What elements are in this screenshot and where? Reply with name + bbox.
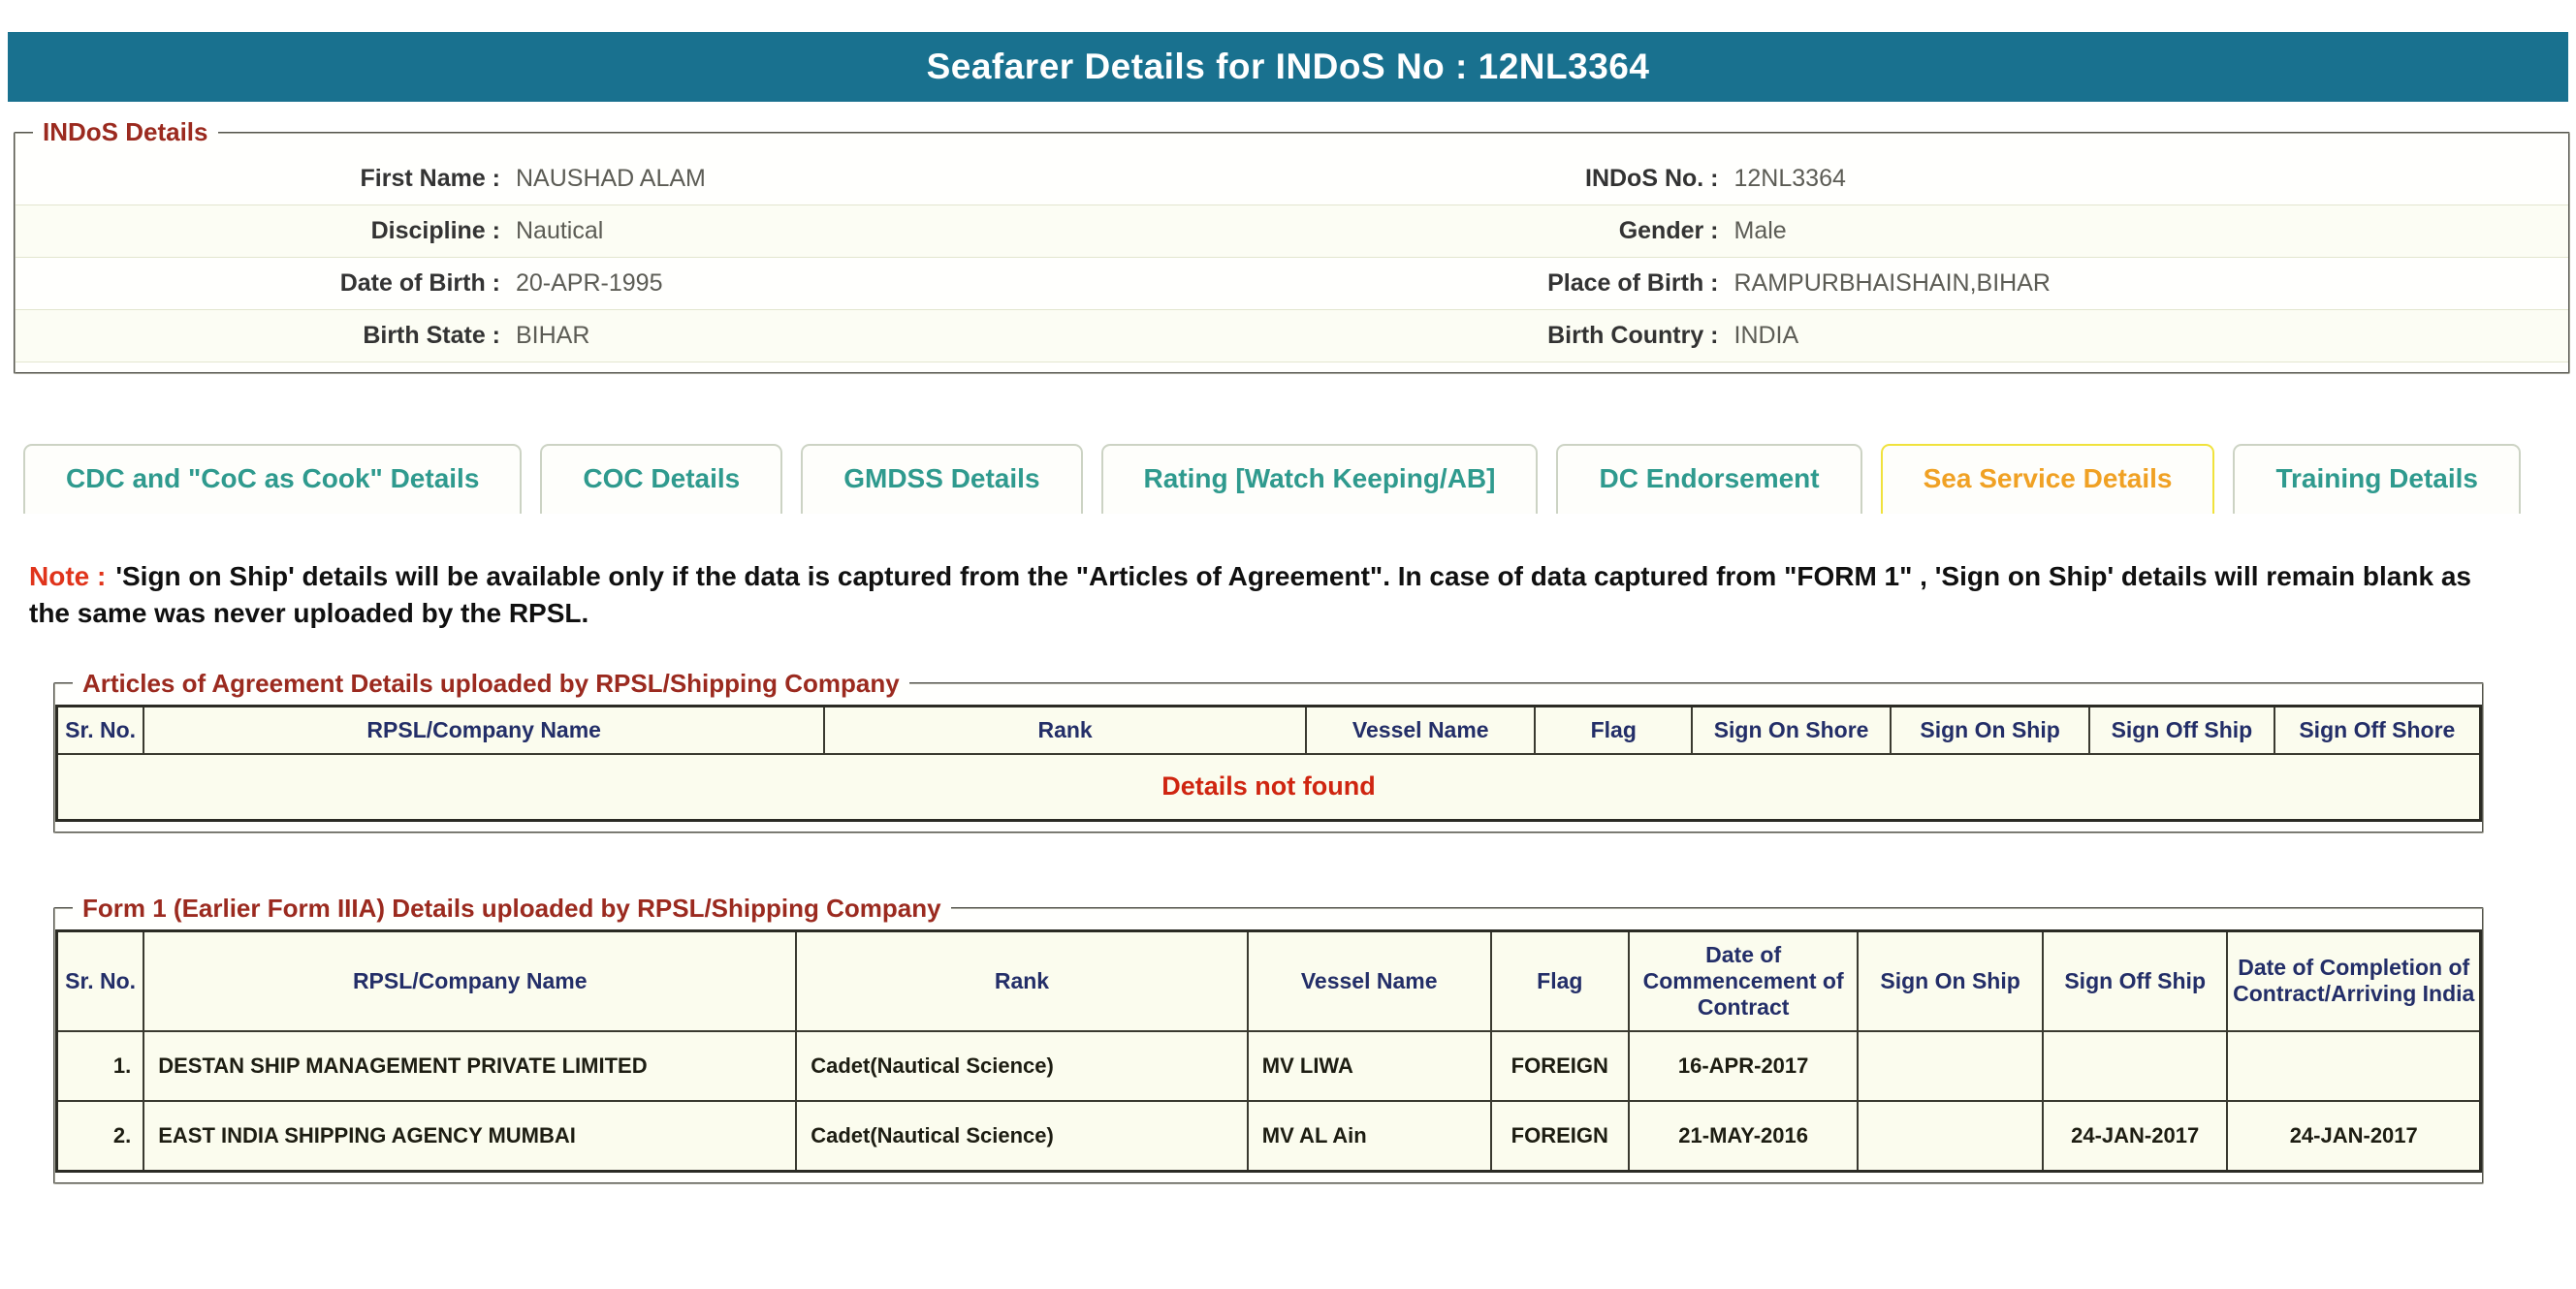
- field-label: Birth Country :: [1547, 322, 1719, 349]
- gender-field: [1292, 217, 2569, 245]
- column-header-rank: Rank: [796, 930, 1248, 1031]
- field-label: Place of Birth :: [1547, 269, 1719, 297]
- articles-of-agreement-section: [53, 669, 2484, 833]
- birth-state-field: [16, 322, 1292, 350]
- seafarer-details-page: [0, 32, 2576, 1289]
- column-header-rank: Rank: [824, 706, 1306, 754]
- detail-row: [16, 153, 2568, 205]
- empty-row: [57, 754, 2481, 821]
- column-header-rpsl-company-name: RPSL/Company Name: [143, 706, 824, 754]
- cell-sign-off-ship: 24-JAN-2017: [2043, 1101, 2228, 1172]
- table-row: [57, 1101, 2481, 1172]
- indos-details-section: [14, 117, 2570, 374]
- tab-training-details[interactable]: Training Details: [2233, 444, 2521, 514]
- cell-sign-on-ship: [1858, 1031, 2043, 1101]
- column-header-sr-no: Sr. No.: [57, 706, 144, 754]
- tab-coc-details[interactable]: COC Details: [540, 444, 782, 514]
- cell-vessel: MV LIWA: [1248, 1031, 1491, 1101]
- header-row: [57, 930, 2481, 1031]
- form1-section: [53, 894, 2484, 1184]
- column-header-sign-off-ship: Sign Off Ship: [2043, 930, 2228, 1031]
- detail-row: [16, 258, 2568, 310]
- cell-vessel: MV AL Ain: [1248, 1101, 1491, 1172]
- cell-rank: Cadet(Nautical Science): [796, 1101, 1248, 1172]
- field-value: RAMPURBHAISHAIN,BIHAR: [1733, 269, 2051, 297]
- tab-dc-endorsement[interactable]: DC Endorsement: [1556, 444, 1861, 514]
- cell-sign-off-ship: [2043, 1031, 2228, 1101]
- date-of-birth-field: [16, 269, 1292, 298]
- tab-cdc-and-coc-as-cook-details[interactable]: CDC and "CoC as Cook" Details: [23, 444, 522, 514]
- column-header-vessel-name: Vessel Name: [1306, 706, 1535, 754]
- column-header-sign-off-ship: Sign Off Ship: [2089, 706, 2274, 754]
- cell-company: DESTAN SHIP MANAGEMENT PRIVATE LIMITED: [143, 1031, 796, 1101]
- cell-sign-on-ship: [1858, 1101, 2043, 1172]
- form1-legend: Form 1 (Earlier Form IIIA) Details uploaded by RPSL/Shipping Company: [82, 893, 941, 923]
- tab-rating-watch-keeping-ab[interactable]: Rating [Watch Keeping/AB]: [1101, 444, 1539, 514]
- articles-legend: Articles of Agreement Details uploaded by RPSL/Shipping Company: [82, 668, 900, 698]
- tab-gmdss-details[interactable]: GMDSS Details: [801, 444, 1082, 514]
- field-value: NAUSHAD ALAM: [516, 165, 706, 192]
- empty-message: Details not found: [57, 754, 2481, 821]
- cell-completion-date: [2227, 1031, 2480, 1101]
- field-value: Male: [1733, 217, 1787, 244]
- field-value: 12NL3364: [1733, 165, 1846, 192]
- form1-table: [55, 929, 2482, 1173]
- discipline-field: [16, 217, 1292, 245]
- indos-details-legend: INDoS Details: [43, 117, 208, 146]
- column-header-sign-on-shore: Sign On Shore: [1692, 706, 1891, 754]
- place-of-birth-field: [1292, 269, 2569, 298]
- field-label: Birth State :: [363, 322, 500, 349]
- birth-country-field: [1292, 322, 2569, 350]
- field-label: Discipline :: [370, 217, 500, 244]
- page-title: Seafarer Details for INDoS No : 12NL3364: [8, 32, 2568, 102]
- field-label: Gender :: [1618, 217, 1719, 244]
- cell-sr-no: 2.: [57, 1101, 144, 1172]
- column-header-flag: Flag: [1491, 930, 1629, 1031]
- field-label: INDoS No. :: [1585, 165, 1719, 192]
- tab-bar: [23, 444, 2557, 514]
- detail-row: [16, 205, 2568, 258]
- detail-row: [16, 310, 2568, 362]
- note: [29, 558, 2501, 632]
- first-name-field: [16, 165, 1292, 193]
- column-header-date-of-commencement: Date of Commencement of Contract: [1629, 930, 1858, 1031]
- cell-commencement-date: 21-MAY-2016: [1629, 1101, 1858, 1172]
- field-value: INDIA: [1733, 322, 1799, 349]
- field-label: Date of Birth :: [339, 269, 500, 297]
- table-row: [57, 1031, 2481, 1101]
- column-header-sign-on-ship: Sign On Ship: [1858, 930, 2043, 1031]
- field-value: BIHAR: [516, 322, 590, 349]
- cell-flag: FOREIGN: [1491, 1101, 1629, 1172]
- field-value: 20-APR-1995: [516, 269, 663, 297]
- cell-company: EAST INDIA SHIPPING AGENCY MUMBAI: [143, 1101, 796, 1172]
- cell-rank: Cadet(Nautical Science): [796, 1031, 1248, 1101]
- column-header-sign-on-ship: Sign On Ship: [1891, 706, 2089, 754]
- column-header-sr-no: Sr. No.: [57, 930, 144, 1031]
- cell-flag: FOREIGN: [1491, 1031, 1629, 1101]
- tab-sea-service-details[interactable]: Sea Service Details: [1881, 444, 2215, 514]
- column-header-vessel-name: Vessel Name: [1248, 930, 1491, 1031]
- indos-no-field: [1292, 165, 2569, 193]
- cell-commencement-date: 16-APR-2017: [1629, 1031, 1858, 1101]
- column-header-sign-off-shore: Sign Off Shore: [2274, 706, 2481, 754]
- cell-completion-date: 24-JAN-2017: [2227, 1101, 2480, 1172]
- cell-sr-no: 1.: [57, 1031, 144, 1101]
- note-prefix: Note :: [29, 561, 107, 591]
- column-header-date-of-completion: Date of Completion of Contract/Arriving India: [2227, 930, 2480, 1031]
- field-value: Nautical: [516, 217, 604, 244]
- note-text: 'Sign on Ship' details will be available only if the data is captured from the "Articles of Agreement". In case of data captured from "FORM 1" , 'Sign on Ship' details will remain blank as the same was never uploaded by the RPSL.: [29, 561, 2471, 628]
- field-label: First Name :: [360, 165, 500, 192]
- column-header-rpsl-company-name: RPSL/Company Name: [143, 930, 796, 1031]
- articles-table: [55, 705, 2482, 822]
- column-header-flag: Flag: [1535, 706, 1692, 754]
- header-row: [57, 706, 2481, 754]
